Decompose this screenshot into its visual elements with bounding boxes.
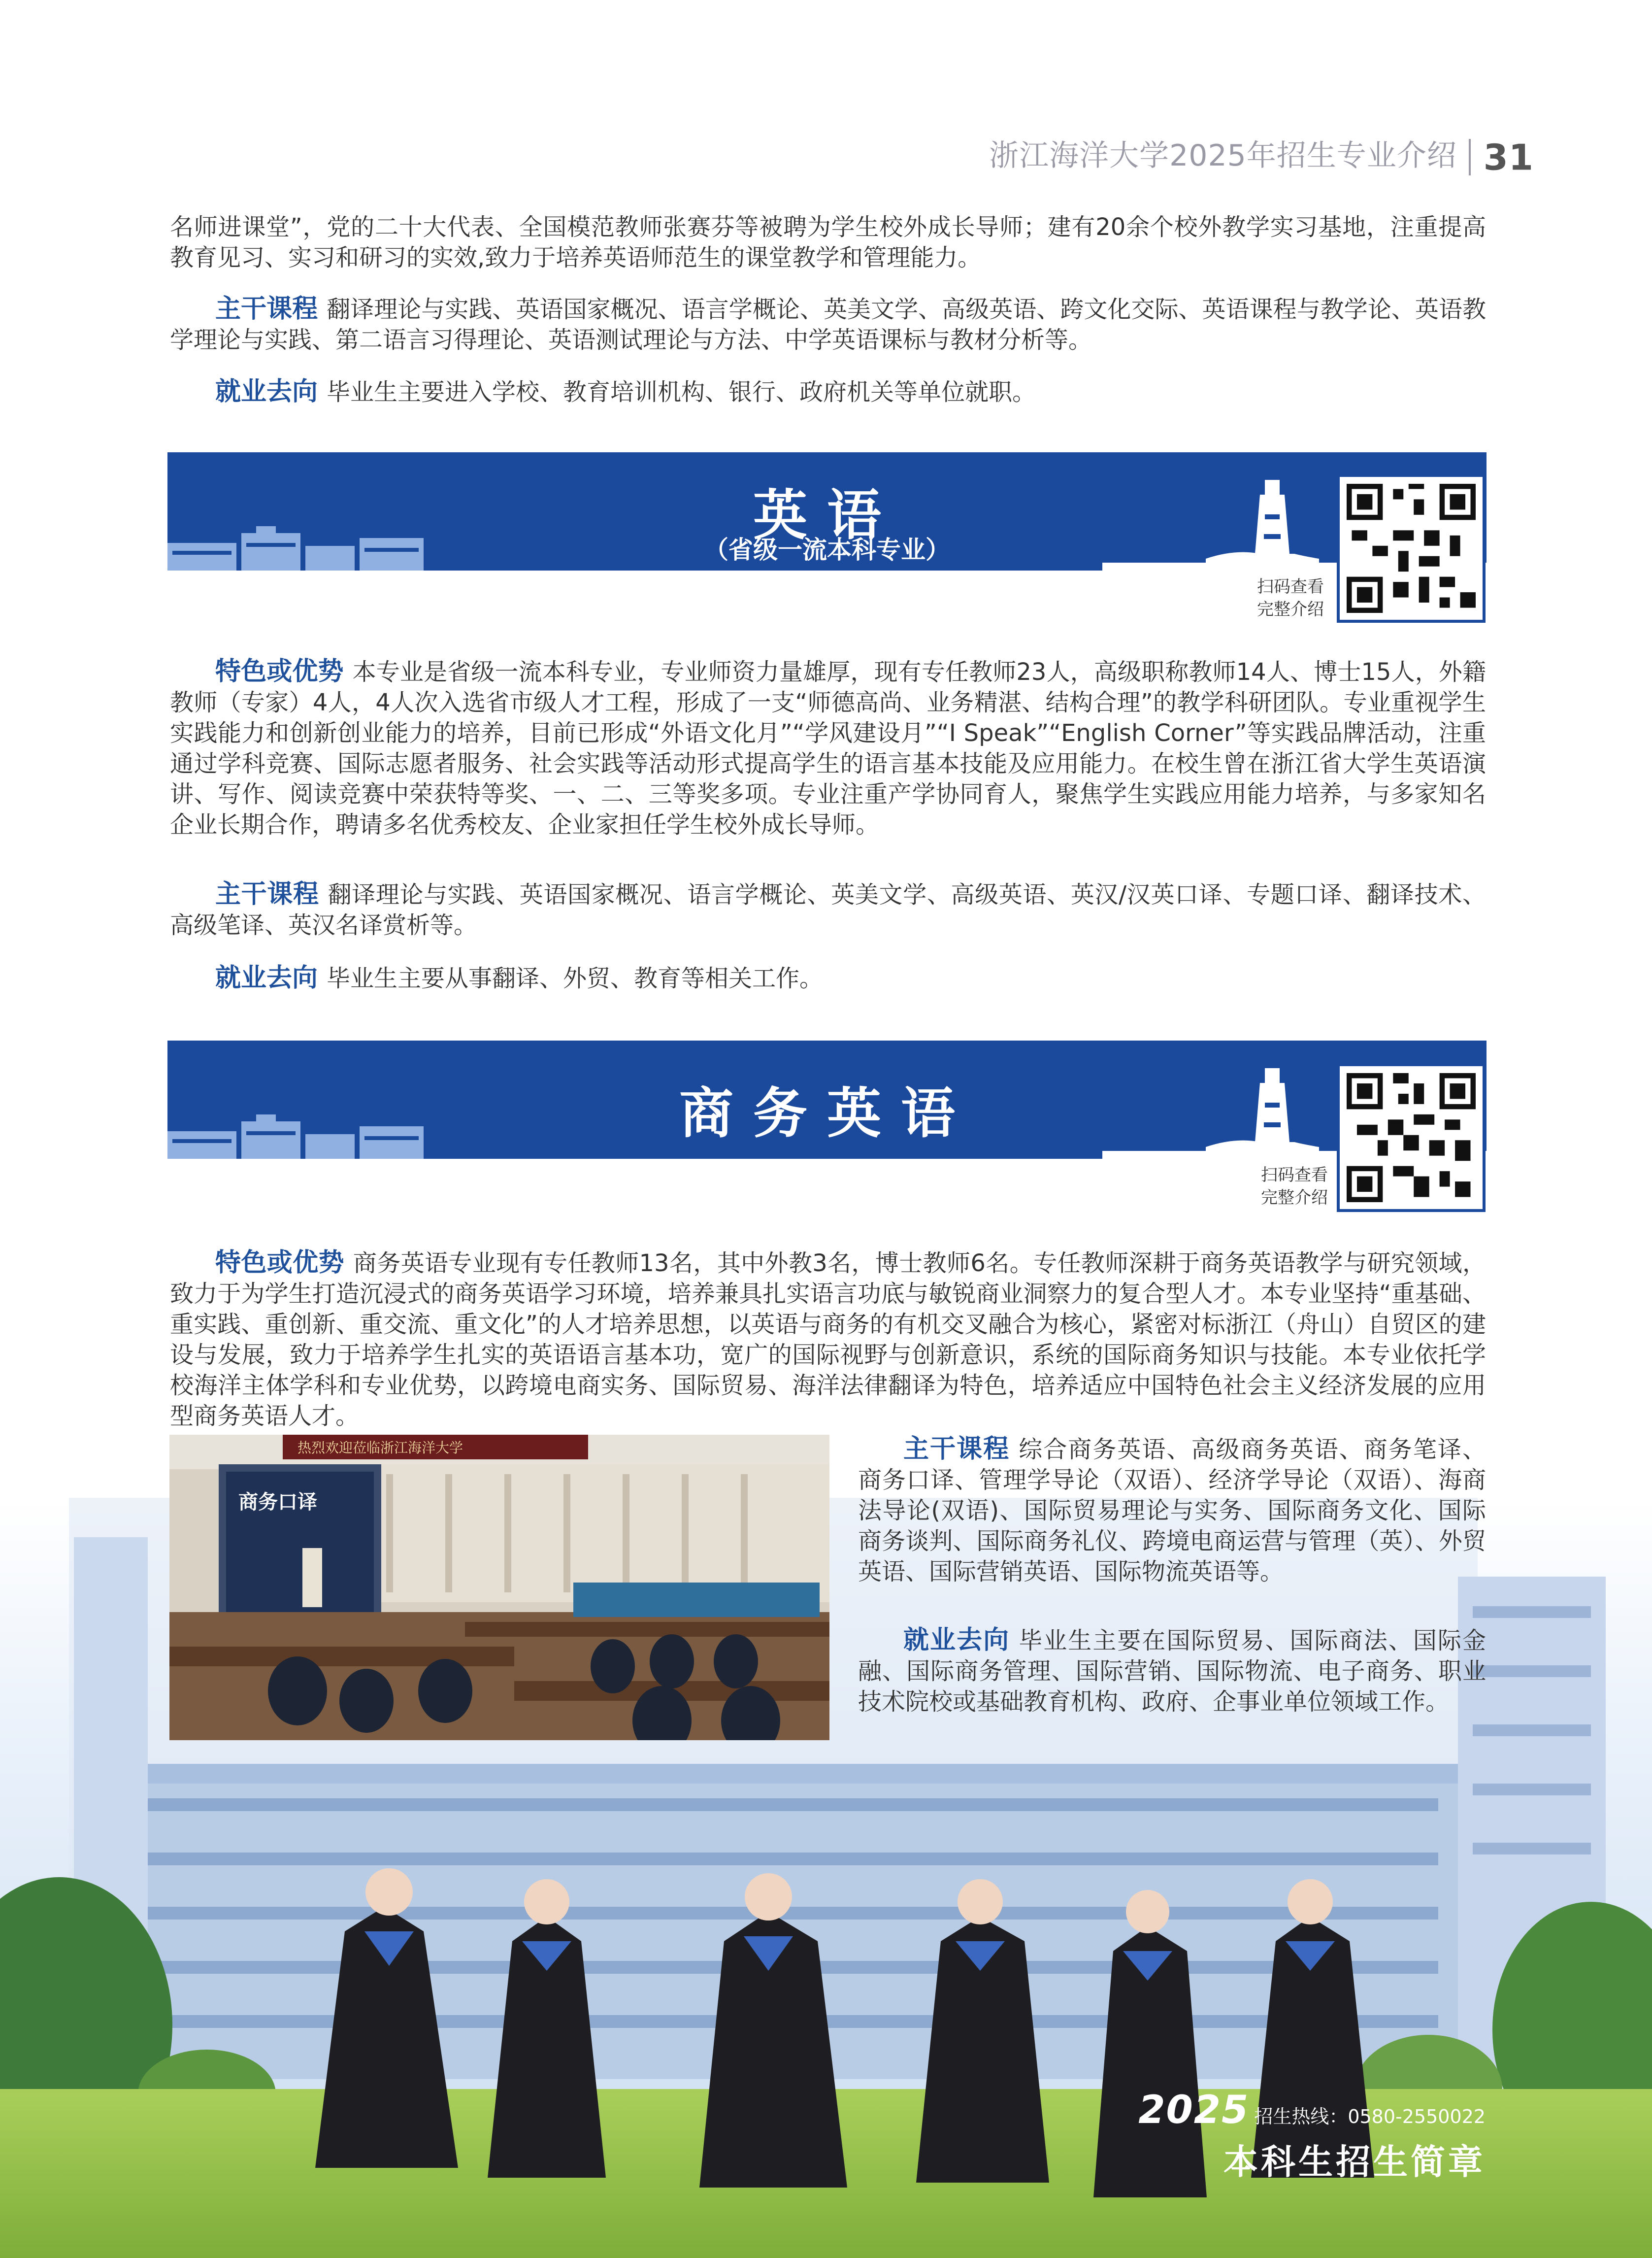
intro-continued-text: 名师进课堂”，党的二十大代表、全国模范教师张赛芬等被聘为学生校外成长导师；建有20余个校外教学实习基地，注重提高教育见习、实习和研习的实效,致力于培养英语师范生的课堂教学和管理能力。	[170, 213, 1486, 271]
business-english-courses-label: 主干课程	[903, 1434, 1010, 1464]
intro-courses-text: 翻译理论与实践、英语国家概况、语言学概论、英美文学、高级英语、跨文化交际、英语课程与教学论、英语教学理论与实践、第二语言习得理论、英语测试理论与方法、中学英语课标与教材分析等。	[170, 296, 1486, 354]
brochure-footer	[1138, 2088, 1486, 2184]
business-english-feature-label: 特色或优势	[215, 1248, 344, 1278]
footer-title: 本科生招生简章	[1223, 2142, 1486, 2182]
intro-courses-paragraph	[170, 294, 1486, 355]
business-english-courses-text: 综合商务英语、高级商务英语、商务笔译、商务口译、管理学导论（双语）、经济学导论（双语）、海商法导论(双语)、国际贸易理论与实务、国际商务文化、国际商务谈判、国际商务礼仪、跨境电商运营与管理（英）、外贸英语、国际营销英语、国际物流英语等。	[858, 1436, 1486, 1585]
business-english-feature-paragraph	[170, 1247, 1486, 1431]
business-english-courses-paragraph	[858, 1434, 1486, 1587]
intro-jobs-paragraph	[170, 376, 1486, 407]
english-jobs-paragraph	[170, 963, 1486, 994]
business-english-jobs-label: 就业去向	[903, 1625, 1010, 1655]
business-english-title: 商务英语	[679, 1081, 975, 1145]
english-qr-code[interactable]	[1337, 474, 1486, 623]
footer-hotline: 招生热线：0580-2550022	[1254, 2106, 1486, 2127]
interpreting-classroom-photo	[169, 1435, 829, 1740]
english-jobs-text: 毕业生主要从事翻译、外贸、教育等相关工作。	[327, 965, 824, 992]
scan-line-1: 扫码查看	[1261, 1165, 1328, 1185]
screen-title: 商务口译	[238, 1491, 317, 1514]
english-feature-paragraph	[170, 656, 1486, 840]
business-english-feature-text: 商务英语专业现有专任教师13名，其中外教3名，博士教师6名。专任教师深耕于商务英语教学与研究领域，致力于为学生打造沉浸式的商务英语学习环境，培养兼具扎实语言功底与敏锐商业洞察力的复合型人才。本专业坚持“重基础、重实践、重创新、重交流、重文化”的人才培养思想，以英语与商务的有机交叉融合为核心，紧密对标浙江（舟山）自贸区的建设与发展，致力于培养学生扎实的英语语言基本功，宽广的国际视野与创新意识，系统的国际商务知识与技能。本专业依托学校海洋主体学科和专业优势，以跨境电商实务、国际贸易、海洋法律翻译为特色，培养适应中国特色社会主义经济发展的应用型商务英语人才。	[170, 1249, 1486, 1430]
lighthouse-icon	[1206, 1063, 1319, 1152]
english-courses-text: 翻译理论与实践、英语国家概况、语言学概论、英美文学、高级英语、英汉/汉英口译、专题口译、翻译技术、高级笔译、英汉名译赏析等。	[170, 881, 1486, 939]
english-scan-caption	[1257, 575, 1324, 621]
intro-continued-paragraph	[170, 212, 1486, 273]
intro-jobs-label: 就业去向	[215, 377, 318, 406]
welcome-banner: 热烈欢迎莅临浙江海洋大学	[297, 1440, 463, 1456]
english-feature-text: 本专业是省级一流本科专业，专业师资力量雄厚，现有专任教师23人，高级职称教师14人、博士15人，外籍教师（专家）4人，4人次入选省市级人才工程，形成了一支“师德高尚、业务精湛、结构合理”的教学科研团队。专业重视学生实践能力和创新创业能力的培养，目前已形成“外语文化月”“学风建设月”“I Speak”“English Corner”等实践品牌活动，注重通过学科竞赛、国际志愿者服务、社会实践等活动形式提高学生的语言基本技能及应用能力。在校生曾在浙江省大学生英语演讲、写作、阅读竞赛中荣获特等奖、一、二、三等奖多项。专业注重产学协同育人，聚焦学生实践应用能力培养，与多家知名企业长期合作，聘请多名优秀校友、企业家担任学生校外成长导师。	[170, 658, 1486, 839]
business-english-section-banner	[167, 1041, 1487, 1159]
business-english-scan-caption	[1261, 1164, 1328, 1209]
qr-code-icon	[1347, 1073, 1476, 1202]
qr-code-icon	[1347, 484, 1476, 613]
intro-jobs-text: 毕业生主要进入学校、教育培训机构、银行、政府机关等单位就职。	[327, 378, 1036, 406]
business-english-jobs-paragraph	[858, 1625, 1486, 1717]
english-subtitle: （省级一流本科专业）	[704, 535, 950, 564]
page-number: 31	[1483, 136, 1534, 178]
scan-line-2: 完整介绍	[1261, 1188, 1328, 1208]
running-title: 浙江海洋大学2025年招生专业介绍	[989, 138, 1457, 173]
lighthouse-icon	[1206, 475, 1319, 564]
english-feature-label: 特色或优势	[215, 657, 344, 686]
english-courses-paragraph	[170, 879, 1486, 941]
english-title: 英语	[753, 483, 901, 547]
scan-line-2: 完整介绍	[1257, 600, 1324, 619]
english-jobs-label: 就业去向	[215, 963, 318, 993]
running-header	[989, 132, 1534, 178]
english-courses-label: 主干课程	[215, 879, 319, 909]
intro-courses-label: 主干课程	[215, 294, 318, 324]
scan-line-1: 扫码查看	[1257, 577, 1324, 597]
english-section-banner	[167, 452, 1487, 571]
business-english-jobs-text: 毕业生主要在国际贸易、国际商法、国际金融、国际商务管理、国际营销、国际物流、电子商务、职业技术院校或基础教育机构、政府、企事业单位领域工作。	[858, 1627, 1486, 1716]
footer-year: 2025	[1138, 2088, 1250, 2132]
header-divider	[1469, 139, 1471, 175]
business-english-qr-code[interactable]	[1337, 1063, 1486, 1212]
